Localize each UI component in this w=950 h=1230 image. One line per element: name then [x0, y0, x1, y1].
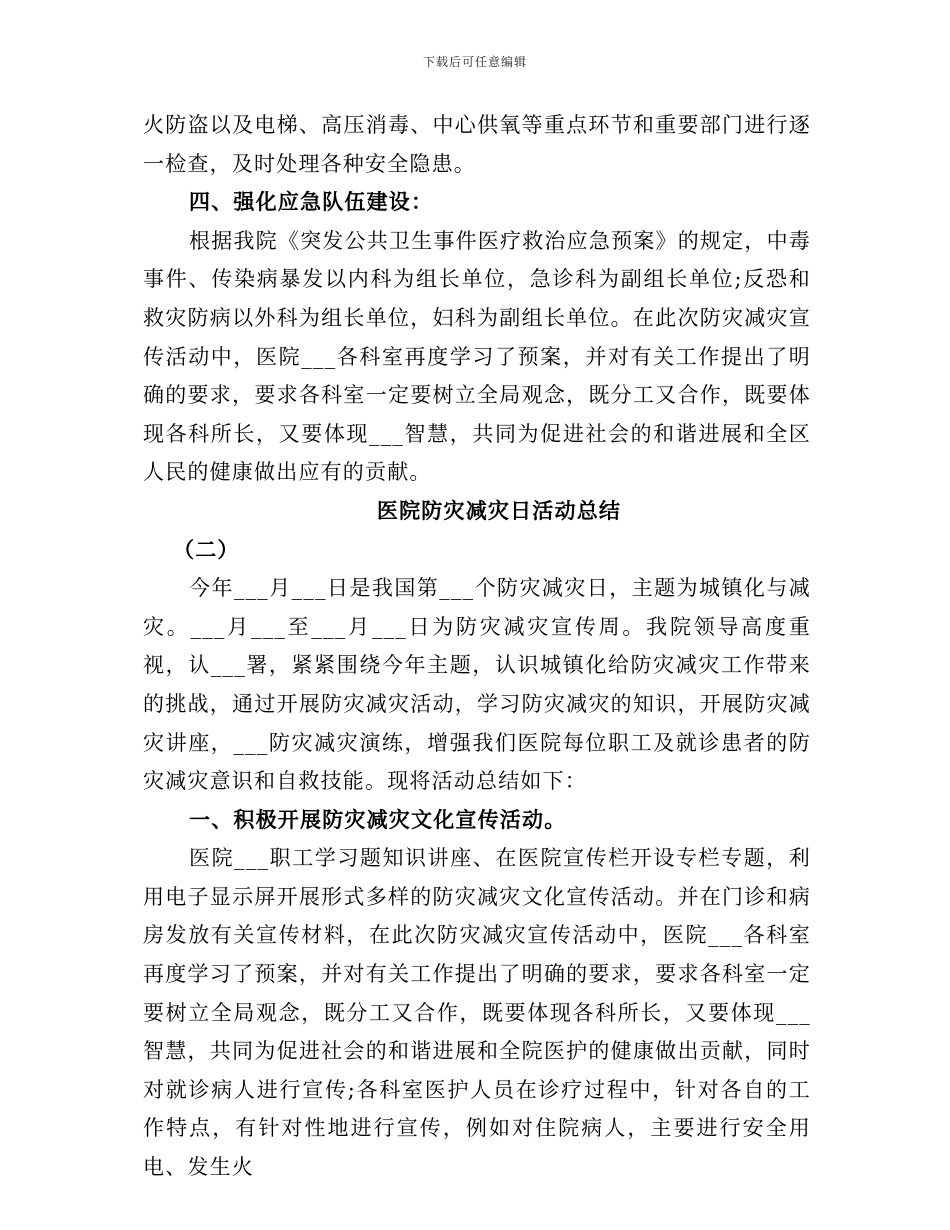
paragraph-emergency-team: 根据我院《突发公共卫生事件医疗救治应急预案》的规定，中毒事件、传染病暴发以内科为组长单位，急诊科为副组长单位;反恐和救灾防病以外科为组长单位，妇科为副组长单位。在此次防灾减灾宣传活动中，医院___各科室再度学习了预案，并对有关工作提出了明确的要求，要求各科室一定要树立全局观念，既分工又合作，既要体现各科所长，又要体现___智慧，共同为促进社会的和谐进展和全区人民的健康做出应有的贡献。 — [143, 228, 811, 485]
document-subtitle: （二） — [173, 536, 240, 562]
paragraph-continued: 火防盗以及电梯、高压消毒、中心供氧等重点环节和重要部门进行逐一检查，及时处理各种安全隐患。 — [143, 113, 811, 176]
section-heading-1: 一、积极开展防灾减灾文化宣传活动。 — [189, 806, 567, 832]
paragraph-publicity: 医院___职工学习题知识讲座、在医院宣传栏开设专栏专题，利用电子显示屏开展形式多样的防灾减灾文化宣传活动。并在门诊和病房发放有关宣传材料，在此次防灾减灾宣传活动中，医院___各科室再度学习了预案，并对有关工作提出了明确的要求，要求各科室一定要树立全局观念，既分工又合作，既要体现各科所长，又要体现___智慧，共同为促进社会的和谐进展和全院医护的健康做出贡献，同时对就诊病人进行宣传;各科室医护人员在诊疗过程中，针对各自的工作特点，有针对性地进行宣传，例如对住院病人，主要进行安全用电、发生火 — [143, 846, 811, 1180]
section-heading-4: 四、强化应急队伍建设： — [189, 189, 434, 215]
page-header-note: 下载后可任意编辑 — [422, 55, 527, 69]
document-title: 医院防灾减灾日活动总结 — [376, 497, 622, 523]
paragraph-intro: 今年___月___日是我国第___个防灾减灾日，主题为城镇化与减灾。___月___至___月___日为防灾减灾宣传周。我院领导高度重视，认___署，紧紧围绕今年主题，认识城镇化给防灾减灾工作带来的挑战，通过开展防灾减灾活动，学习防灾减灾的知识，开展防灾减灾讲座，___防灾减灾演练，增强我们医院每位职工及就诊患者的防灾减灾意识和自救技能。现将活动总结如下： — [143, 576, 811, 794]
document-body — [143, 106, 811, 1187]
